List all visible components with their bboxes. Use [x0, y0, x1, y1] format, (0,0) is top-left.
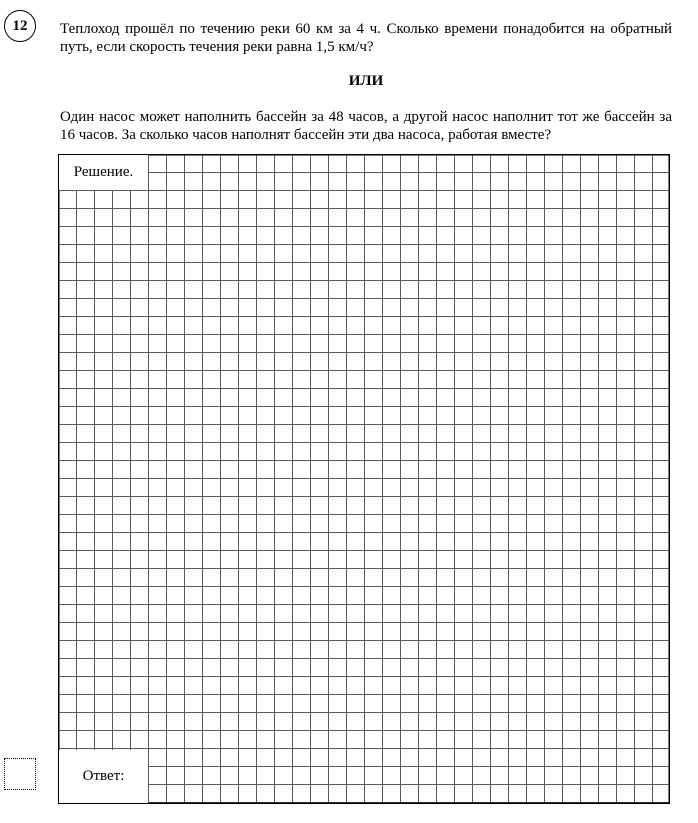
problem-text-2: Один насос может наполнить бассейн за 48 часов, а другой насос наполнит тот же бассейн за 16 часов. За сколько часов наполнят бассейн эти два насоса, работая вместе?	[60, 109, 672, 143]
or-separator: ИЛИ	[348, 73, 384, 89]
task-number-badge	[4, 10, 36, 42]
score-box	[4, 758, 36, 790]
task-number: 12	[12, 17, 28, 34]
answer-label-box	[59, 750, 148, 803]
problem-text-1: Теплоход прошёл по течению реки 60 км за 4 ч. Сколько времени понадобится на обратный путь, если скорость течения реки равна 1,5 км/ч?	[60, 21, 672, 55]
grid-lines	[58, 154, 670, 804]
answer-label: Ответ:	[82, 768, 125, 784]
solution-label: Решение.	[73, 164, 134, 180]
solution-label-box	[59, 155, 148, 190]
answer-grid[interactable]	[58, 154, 670, 804]
